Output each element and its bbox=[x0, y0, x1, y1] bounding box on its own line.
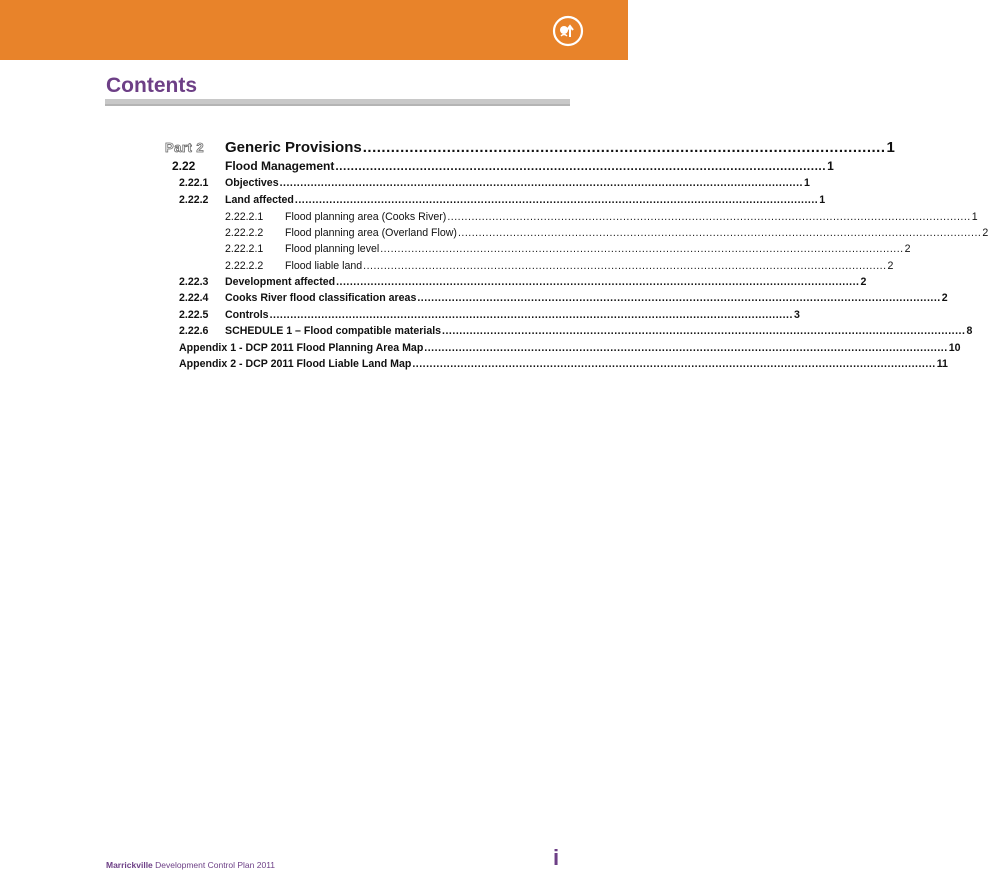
toc-subitem-link[interactable] bbox=[225, 211, 978, 223]
toc-item-number: 2.22.5 bbox=[179, 309, 209, 321]
toc-page-number: 1 bbox=[819, 194, 826, 206]
toc-leader: ........................................................................................................................................................ bbox=[294, 194, 819, 206]
toc-page-number: 1 bbox=[803, 177, 810, 189]
toc-appendix-text: Appendix 2 - DCP 2011 Flood Liable Land Map bbox=[179, 358, 412, 370]
toc-leader: ........................................................................................................................................................ bbox=[424, 342, 948, 354]
toc-item-number: 2.22.1 bbox=[179, 177, 209, 189]
toc-leader: ................................................................................................................................ bbox=[335, 159, 827, 173]
toc-item-number: 2.22.4 bbox=[179, 292, 209, 304]
toc-leader: ........................................................................................................................................................ bbox=[363, 260, 887, 272]
toc-item-text: Development affected bbox=[225, 276, 336, 288]
toc-subitem-text: Flood planning level bbox=[285, 243, 380, 255]
toc-item-number: 2.22.2 bbox=[179, 194, 209, 206]
toc-item-text: SCHEDULE 1 – Flood compatible materials bbox=[225, 325, 442, 337]
toc-appendix-link[interactable] bbox=[179, 342, 961, 354]
toc-item-link[interactable] bbox=[179, 309, 800, 321]
toc-leader: ........................................................................................................................................................ bbox=[269, 309, 793, 321]
title-rule bbox=[105, 99, 570, 106]
toc-item-text: Land affected bbox=[225, 194, 294, 206]
toc-page-number: 1 bbox=[971, 211, 978, 223]
toc-part-link[interactable] bbox=[165, 139, 895, 156]
toc-subitem-link[interactable] bbox=[225, 227, 988, 239]
toc-item-number: 2.22.6 bbox=[179, 325, 209, 337]
toc-item-link[interactable] bbox=[179, 325, 973, 337]
toc-leader: ........................................................................................................................................................ bbox=[336, 276, 860, 288]
footer-text: Development Control Plan 2011 bbox=[155, 860, 276, 870]
toc-appendix-link[interactable] bbox=[179, 358, 948, 370]
toc-item-text: Cooks River flood classification areas bbox=[225, 292, 417, 304]
toc-leader: ........................................................................................................................................................ bbox=[417, 292, 941, 304]
toc-page-number: 1 bbox=[827, 159, 834, 173]
toc-item-link[interactable] bbox=[179, 276, 867, 288]
toc-subitem-number: 2.22.2.1 bbox=[225, 211, 264, 223]
toc-part-text: Generic Provisions bbox=[225, 139, 362, 156]
toc-subitem-link[interactable] bbox=[225, 243, 911, 255]
toc-subitem-number: 2.22.2.2 bbox=[225, 227, 264, 239]
toc-subitem-text: Flood planning area (Cooks River) bbox=[285, 211, 447, 223]
toc-leader: ........................................................................................................................................................ bbox=[380, 243, 904, 255]
footer-page-number: i bbox=[553, 845, 560, 870]
toc-item-link[interactable] bbox=[179, 194, 826, 206]
page-title: Contents bbox=[106, 74, 197, 97]
toc-subitem-text: Flood planning area (Overland Flow) bbox=[285, 227, 457, 239]
toc-leader: ........................................................................................................................................................ bbox=[279, 177, 803, 189]
toc-page-number: 1 bbox=[886, 139, 895, 156]
toc-page-number: 8 bbox=[966, 325, 973, 337]
toc-part-number: Part 2 bbox=[165, 140, 205, 155]
toc-item-number: 2.22.3 bbox=[179, 276, 209, 288]
toc-page-number: 2 bbox=[904, 243, 911, 255]
toc-appendix-text: Appendix 1 - DCP 2011 Flood Planning Area Map bbox=[179, 342, 424, 354]
toc-page-number: 3 bbox=[793, 309, 800, 321]
footer-document-title bbox=[106, 860, 275, 870]
toc-item-text: Objectives bbox=[225, 177, 279, 189]
toc-page-number: 10 bbox=[948, 342, 961, 354]
header-band bbox=[0, 0, 628, 60]
toc-leader: ........................................................................................................................................................ bbox=[412, 358, 936, 370]
toc-page-number: 2 bbox=[887, 260, 894, 272]
toc-subitem-number: 2.22.2.1 bbox=[225, 243, 264, 255]
toc-leader: ........................................................................................................................................................ bbox=[447, 211, 971, 223]
toc-page-number: 2 bbox=[941, 292, 948, 304]
toc-leader: ................................................................................................................ bbox=[362, 139, 886, 156]
toc-page-number: 2 bbox=[860, 276, 867, 288]
toc-section-number: 2.22 bbox=[172, 159, 196, 173]
toc-item-link[interactable] bbox=[179, 292, 948, 304]
toc-leader: ........................................................................................................................................................ bbox=[442, 325, 966, 337]
toc-subitem-number: 2.22.2.2 bbox=[225, 260, 264, 272]
toc-leader: ........................................................................................................................................................ bbox=[457, 227, 982, 239]
council-logo-icon bbox=[552, 15, 584, 47]
toc-subitem-link[interactable] bbox=[225, 260, 894, 272]
toc-item-text: Controls bbox=[225, 309, 269, 321]
toc-page-number: 11 bbox=[936, 358, 948, 370]
toc-section-link[interactable] bbox=[172, 159, 834, 173]
footer-brand: Marrickville bbox=[106, 860, 153, 870]
toc-subitem-text: Flood liable land bbox=[285, 260, 363, 272]
toc-page-number: 2 bbox=[982, 227, 988, 239]
toc-item-link[interactable] bbox=[179, 177, 810, 189]
toc-section-text: Flood Management bbox=[225, 159, 335, 173]
